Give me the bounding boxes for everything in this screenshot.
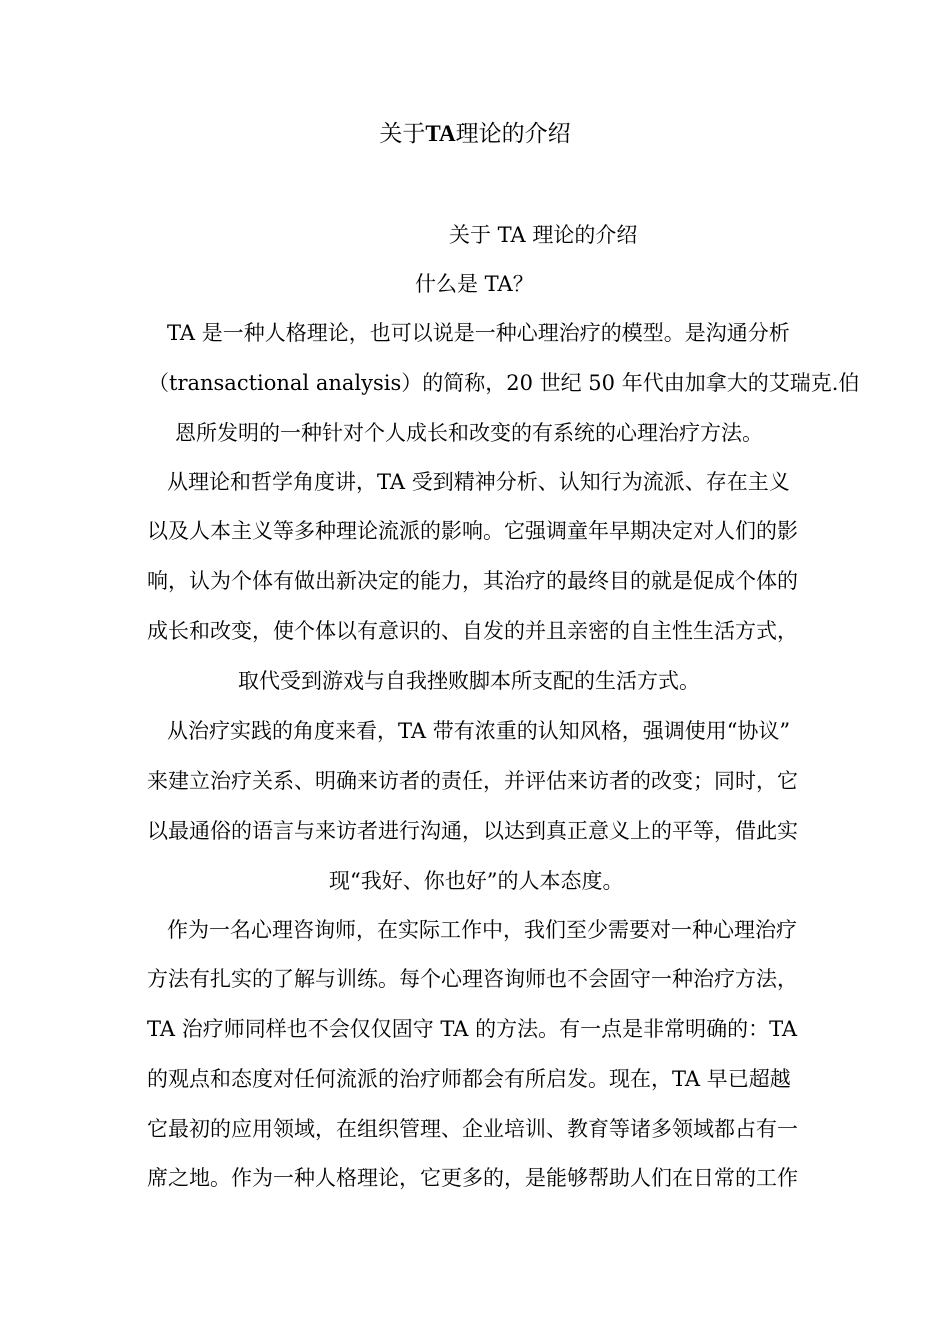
- subtitle: 关于 TA 理论的介绍: [449, 223, 638, 247]
- paragraph-line: 它最初的应用领域，在组织管理、企业培训、教育等诸多领域都占有一: [147, 1117, 798, 1141]
- paragraph-line: （transactional analysis）的简称，20 世纪 50 年代由加拿大的艾瑞克.伯: [148, 371, 860, 395]
- paragraph-line: 席之地。作为一种人格理论，它更多的，是能够帮助人们在日常的工作: [147, 1166, 798, 1190]
- question-heading: 什么是 TA？: [415, 272, 534, 296]
- paragraph-line: 响，认为个体有做出新决定的能力，其治疗的最终目的就是促成个体的: [147, 569, 798, 593]
- paragraph-line: 来建立治疗关系、明确来访者的责任，并评估来访者的改变；同时，它: [147, 769, 798, 793]
- paragraph-line: 方法有扎实的了解与训练。每个心理咨询师也不会固守一种治疗方法，: [147, 967, 798, 991]
- paragraph-line: TA 治疗师同样也不会仅仅固守 TA 的方法。有一点是非常明确的：TA: [147, 1017, 798, 1041]
- paragraph-line: 现“我好、你也好”的人本态度。: [329, 869, 624, 893]
- paragraph-line: 的观点和态度对任何流派的治疗师都会有所启发。现在，TA 早已超越: [147, 1067, 791, 1091]
- title-bold-ta: TA: [425, 121, 456, 146]
- paragraph-line: 以及人本主义等多种理论流派的影响。它强调童年早期决定对人们的影: [147, 519, 798, 543]
- paragraph-line: 从理论和哲学角度讲，TA 受到精神分析、认知行为流派、存在主义: [167, 470, 790, 494]
- paragraph-line: TA 是一种人格理论，也可以说是一种心理治疗的模型。是沟通分析: [167, 321, 790, 345]
- paragraph-line: 成长和改变，使个体以有意识的、自发的并且亲密的自主性生活方式，: [147, 619, 798, 643]
- paragraph-line: 以最通俗的语言与来访者进行沟通，以达到真正意义上的平等，借此实: [147, 819, 798, 843]
- title-suffix: 理论的介绍: [455, 121, 571, 147]
- paragraph-line: 作为一名心理咨询师，在实际工作中，我们至少需要对一种心理治疗: [167, 918, 797, 942]
- paragraph-line: 取代受到游戏与自我挫败脚本所支配的生活方式。: [238, 669, 700, 693]
- title-prefix: 关于: [379, 121, 426, 147]
- paragraph-line: 恩所发明的一种针对个人成长和改变的有系统的心理治疗方法。: [175, 421, 763, 445]
- document-title: [0, 118, 950, 150]
- paragraph-line: 从治疗实践的角度来看，TA 带有浓重的认知风格，强调使用“协议”: [167, 719, 791, 743]
